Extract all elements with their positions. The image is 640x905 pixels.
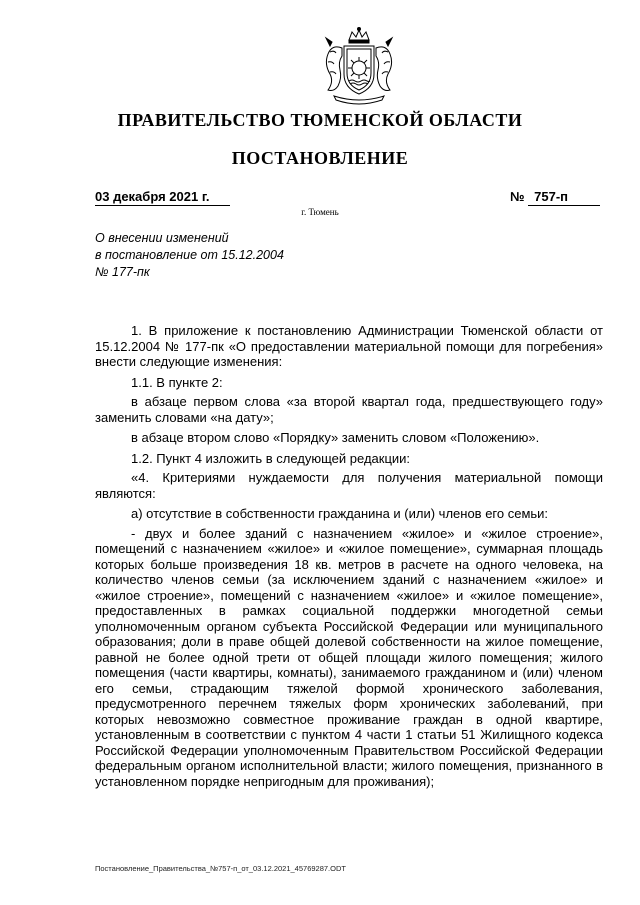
government-title: ПРАВИТЕЛЬСТВО ТЮМЕНСКОЙ ОБЛАСТИ <box>117 110 523 130</box>
document-type: ПОСТАНОВЛЕНИЕ <box>231 148 409 168</box>
body-paragraph: 1.2. Пункт 4 изложить в следующей редакции: <box>131 450 411 466</box>
document-number-block <box>510 189 600 206</box>
subject-line: № 177-пк <box>95 265 150 279</box>
body-paragraph: в абзаце втором слово «Порядку» заменить словом «Положению». <box>131 430 540 445</box>
subject-line: О внесении изменений <box>95 231 229 245</box>
coat-of-arms-icon <box>316 26 402 108</box>
body-paragraph: 1.1. В пункте 2: <box>131 374 223 390</box>
document-body <box>95 323 603 794</box>
document-subject <box>95 230 395 281</box>
body-paragraph: «4. Критериями нуждаемости для получения материальной помощи являются: <box>95 470 603 501</box>
document-number: 757-п <box>528 189 600 206</box>
body-paragraph: - двух и более зданий с назначением «жилое» и «жилое строение», помещений с назначением «жилое» и «жилое помещение», суммарная площадь которых больше произведения 18 кв. метров в расчете на одного человека, на количество членов семьи (за исключением зданий с назначением «жилое» и «жилое строение», помещений с назначением «жилое» и «жилое помещение», предоставленных в рамках социальной поддержки многодетной семьи уполномоченным органом субъекта Российской Федерации или муниципального образования; доли в праве общей долевой собственности на жилое помещение, равной не более одной трети от общей площади жилого помещения; жилого помещения (части квартиры, комнаты), занимаемого гражданином и (или) членом его семьи, страдающим тяжелой формой хронического заболевания, предусмотренного перечнем тяжелых форм хронических заболеваний, при которых невозможно совместное проживание граждан в одной квартире, установленным в соответствии с пунктом 4 части 1 статьи 51 Жилищного кодекса Российской Федерации уполномоченным Правительством Российской Федерации федеральным органом исполнительной власти; жилого помещения, признанного в установленном порядке непригодным для проживания); <box>95 525 603 789</box>
body-paragraph: в абзаце первом слова «за второй квартал года, предшествующего году» заменить словами «на дату»; <box>95 394 603 425</box>
city-name: г. Тюмень <box>301 207 339 217</box>
body-paragraph: 1. В приложение к постановлению Администрации Тюменской области от 15.12.2004 № 177-пк «О предоставлении материальной помощи для погребения» внести следующие изменения: <box>95 323 603 369</box>
document-date: 03 декабря 2021 г. <box>95 189 230 206</box>
footer-filename: Постановление_Правительства_№757-п_от_03.12.2021_45769287.ODT <box>95 864 346 873</box>
number-label: № <box>510 189 525 204</box>
subject-line: в постановление от 15.12.2004 <box>95 248 284 262</box>
body-paragraph: а) отсутствие в собственности гражданина и (или) членов его семьи: <box>131 506 549 521</box>
